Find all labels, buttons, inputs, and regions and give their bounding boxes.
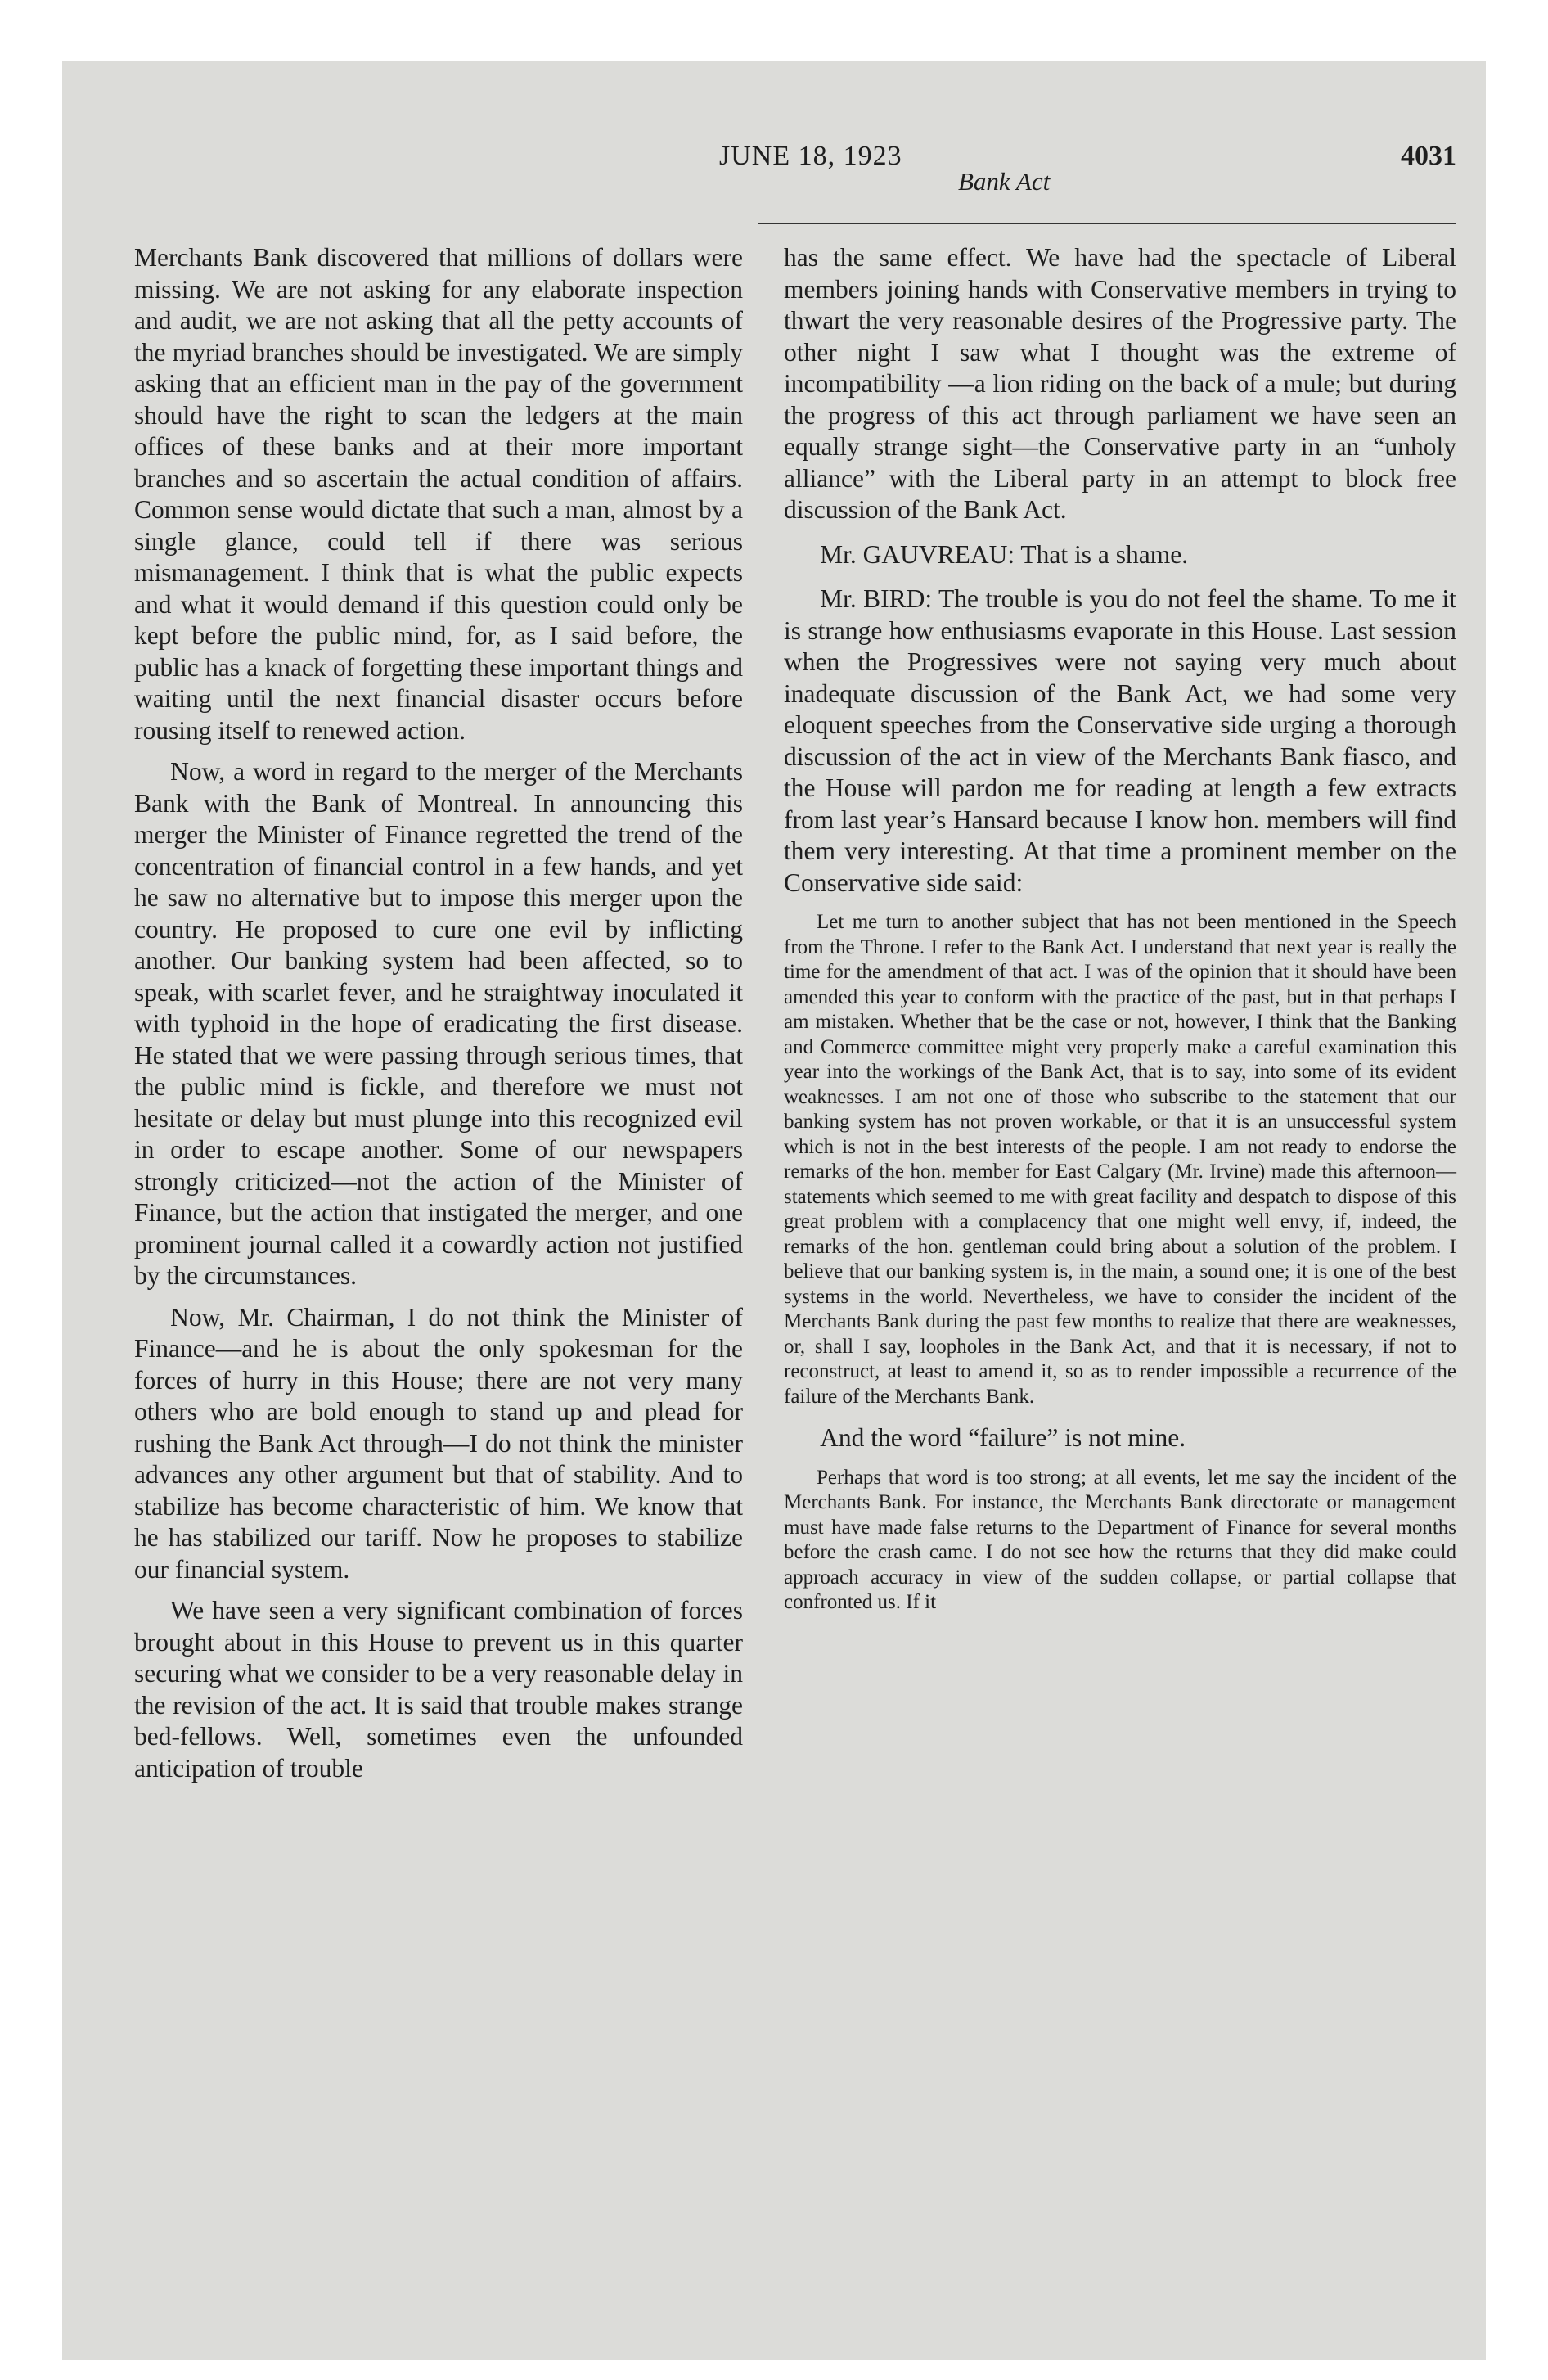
paragraph: Now, Mr. Chairman, I do not think the Minister of Finance—and he is about the only spokesman for the forces of hurry in this House; there are not very many others who are bold enough to stand up and plead for rushing the Bank Act through—I do not think the minister advances any other argument but that of stability. And to stabilize has become characteristic of him. We know that he has stabilized our tariff. Now he proposes to stabilize our financial system.: [134, 1302, 743, 1584]
paragraph: Merchants Bank discovered that millions of dollars were missing. We are not asking for any elaborate inspection and audit, we are not asking that all the petty accounts of the myriad branches should be investigated. We are simply asking that an efficient man in the pay of the government should have the right to scan the ledgers at the main offices of these banks and at their more important branches and so ascertain the actual condition of affairs. Common sense would dictate that such a man, almost by a single glance, could tell if there was serious mismanagement. I think that is what the public expects and what it would demand if this question could only be kept before the public mind, for, as I said before, the public has a knack of forgetting these important things and waiting until the next financial disaster occurs before rousing itself to renewed action.: [134, 243, 743, 745]
header-date: JUNE 18, 1923: [719, 141, 902, 171]
hansard-quote: Perhaps that word is too strong; at all events, let me say the incident of the Merchants Bank. For instance, the Merchants Bank directorate or management must have made false returns to the Department of Finance for several months before the crash came. I do not see how the returns that they did make could approach accuracy in view of the sudden collapse, or partial collapse that confronted us. If it: [784, 1466, 1456, 1613]
page-header: [134, 141, 1456, 196]
header-page-number: 4031: [1401, 141, 1456, 171]
hansard-quote: Let me turn to another subject that has not been mentioned in the Speech from the Throne. I refer to the Bank Act. I understand that next year is really the time for the amendment of that act. I was of the opinion that it should have been amended this year to conform with the practice of the past, but in that perhaps I am mistaken. Whether that be the case or not, however, I think that the Banking and Commerce committee might very properly make a careful examination this year into the workings of the Bank Act, that is to say, into some of its evident weaknesses. I am not one of those who subscribe to the statement that our banking system has not proven workable, or that it is an unsuccessful system which is not in the best interests of the people. I am not ready to endorse the remarks of the hon. member for East Calgary (Mr. Irvine) made this afternoon—statements which seemed to me with great facility and despatch to dispose of this great problem with a complacency that one might well envy, if, indeed, the remarks of the hon. gentleman could bring about a solution of the problem. I believe that our banking system is, in the main, a sound one; it is one of the best systems in the world. Nevertheless, we have to consider the incident of the Merchants Bank during the past few months to realize that there are weaknesses, or, shall I say, loopholes in the Bank Act, and that it is necessary, if not to reconstruct, at least to amend it, so as to render impossible a recurrence of the failure of the Merchants Bank.: [784, 911, 1456, 1408]
paragraph: has the same effect. We have had the spectacle of Liberal members joining hands with Conservative members in trying to thwart the very reasonable desires of the Progressive party. The other night I saw what I thought was the extreme of incompatibility —a lion riding on the back of a mule; but during the progress of this act through parliament we have seen an equally strange sight—the Conservative party in an “unholy alliance” with the Liberal party in an attempt to block free discussion of the Bank Act.: [784, 243, 1456, 524]
paragraph: Now, a word in regard to the merger of the Merchants Bank with the Bank of Montreal. In announcing this merger the Minister of Finance regretted the trend of the concentration of financial control in a few hands, and yet he saw no alternative but to impose this merger upon the country. He proposed to cure one evil by inflicting another. Our banking system had been affected, so to speak, with scarlet fever, and he straightway inoculated it with typhoid in the hope of eradicating the first disease. He stated that we were passing through serious times, that the public mind is fickle, and therefore we must not hesitate or delay but must plunge into this recognized evil in order to escape another. Some of our newspapers strongly criticized—not the action of the Minister of Finance, but the action that instigated the merger, and one prominent journal called it a cowardly action not justified by the circumstances.: [134, 757, 743, 1290]
speaker-remark: And the word “failure” is not mine.: [820, 1423, 1186, 1452]
left-column: [134, 242, 743, 1784]
header-section-title: Bank Act: [958, 167, 1051, 196]
interjection: Mr. GAUVREAU: That is a shame.: [820, 539, 1189, 569]
speaker-reply: Mr. BIRD: The trouble is you do not feel the shame. To me it is strange how enthusiasms evaporate in this House. Last session when the Progressives were not saying very much about inadequate discussion of the Bank Act, we had some very eloquent speeches from the Conservative side urging a thorough discussion of the act in view of the Merchants Bank fiasco, and the House will pardon me for reading at length a few extracts from last year’s Hansard because I know hon. members will find them very interesting. At that time a prominent member on the Conservative side said:: [784, 584, 1456, 897]
document-page: [62, 61, 1486, 2360]
header-rule: [758, 223, 1456, 224]
right-column: [784, 242, 1456, 1629]
paragraph: We have seen a very significant combination of forces brought about in this House to prevent us in this quarter securing what we consider to be a very reasonable delay in the revision of the act. It is said that trouble makes strange bed-fellows. Well, sometimes even the unfounded anticipation of trouble: [134, 1596, 743, 1783]
